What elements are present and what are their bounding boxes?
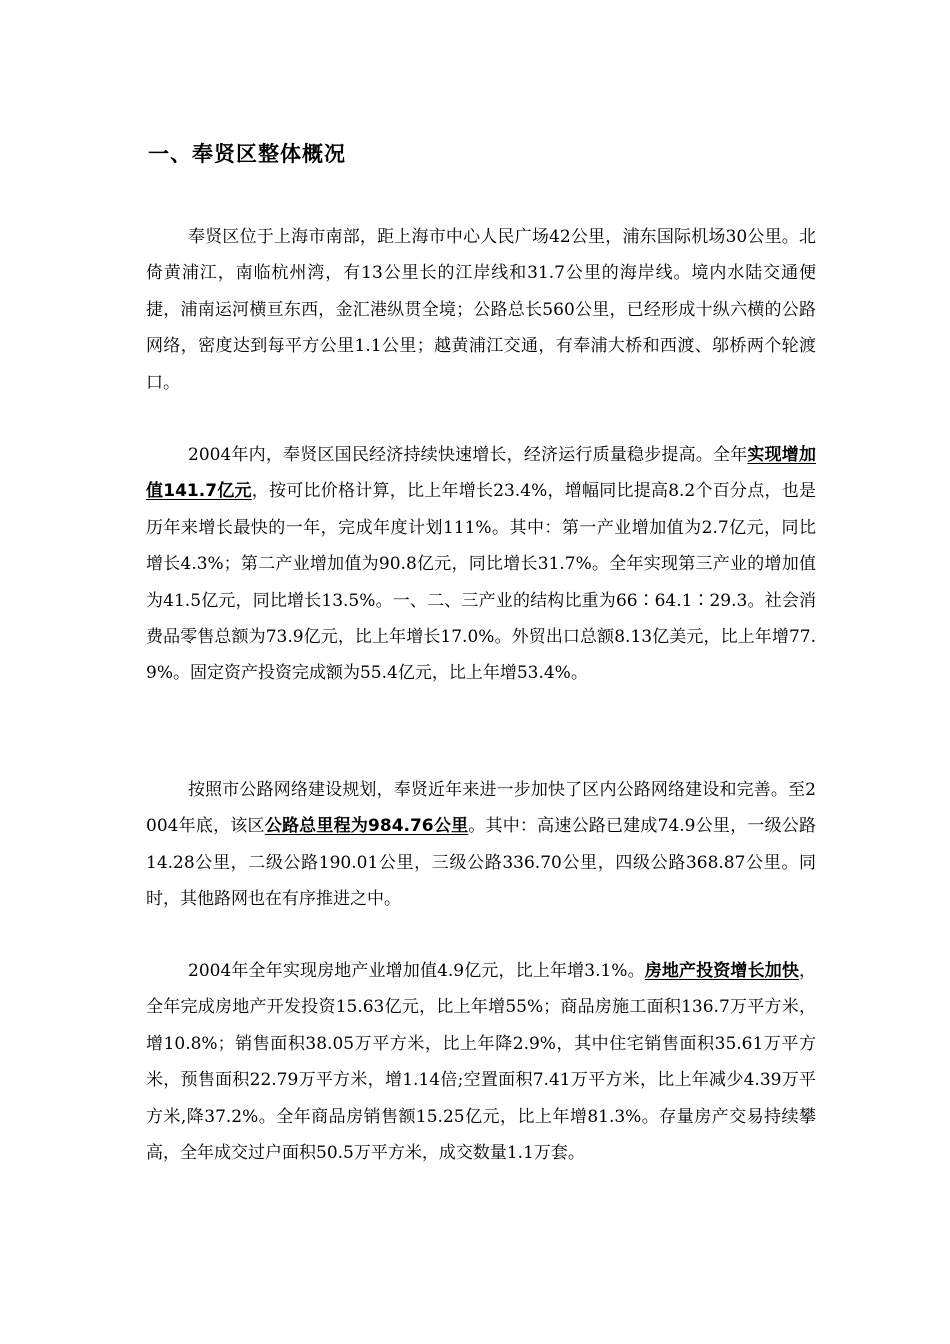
paragraph-text-after: ，按可比价格计算，比上年增长23.4%，增幅同比提高8.2个百分点，也是历年来增长最快的一年，完成年度计划111%。其中：第一产业增加值为2.7亿元，同比增长4.3%；第二产业增加值为90.8亿元，同比增长31.7%。全年实现第三产业的增加值为41.5亿元，同比增长13.5%。一、二、三产业的结构比重为66∶64.1∶29.3。社会消费品零售总额为73.9亿元，比上年增长17.0%。外贸出口总额8.13亿美元，比上年增77.9%。固定资产投资完成额为55.4亿元，比上年增53.4%。 [146, 481, 816, 684]
paragraph-economy [146, 437, 816, 692]
paragraph-overview [146, 219, 816, 401]
paragraph-text-before: 2004年内，奉贤区国民经济持续快速增长，经济运行质量稳步提高。全年 [188, 445, 748, 465]
paragraph-text-after: 。其中：高速公路已建成74.9公里，一级公路14.28公里，二级公路190.01公里，三级公路336.70公里，四级公路368.87公里。同时，其他路网也在有序推进之中。 [146, 816, 816, 910]
paragraph-text-after: ，全年完成房地产开发投资15.63亿元，比上年增55%；商品房施工面积136.7万平方米，增10.8%；销售面积38.05万平方米，比上年降2.9%，其中住宅销售面积35.61万平方米，预售面积22.79万平方米，增1.14倍;空置面积7.41万平方米，比上年减少4.39万平方米,降37.2%。全年商品房销售额15.25亿元，比上年增81.3%。存量房产交易持续攀高，全年成交过户面积50.5万平方米，成交数量1.1万套。 [146, 961, 816, 1164]
section-heading: 一、奉贤区整体概况 [148, 142, 346, 166]
highlight-real-estate-growth: 房地产投资增长加快 [644, 961, 799, 981]
paragraph-text-before: 按照市公路网络建设规划，奉贤近年来进一步加快了区内公路网络建设和完善。至2004年底，该区 [146, 780, 816, 837]
paragraph-text: 奉贤区位于上海市南部，距上海市中心人民广场42公里，浦东国际机场30公里。北倚黄浦江，南临杭州湾，有13公里长的江岸线和31.7公里的海岸线。境内水陆交通便捷，浦南运河横亘东西，金汇港纵贯全境；公路总长560公里，已经形成十纵六横的公路网络，密度达到每平方公里1.1公里；越黄浦江交通，有奉浦大桥和西渡、邬桥两个轮渡口。 [146, 227, 816, 393]
highlight-value-added: 实现增加值141.7亿元 [146, 445, 817, 502]
paragraph-text-before: 2004年全年实现房地产业增加值4.9亿元，比上年增3.1%。 [188, 961, 645, 981]
highlight-road-mileage: 公路总里程为984.76公里 [264, 816, 469, 837]
paragraph-roads [146, 772, 816, 918]
paragraph-real-estate [146, 953, 816, 1171]
